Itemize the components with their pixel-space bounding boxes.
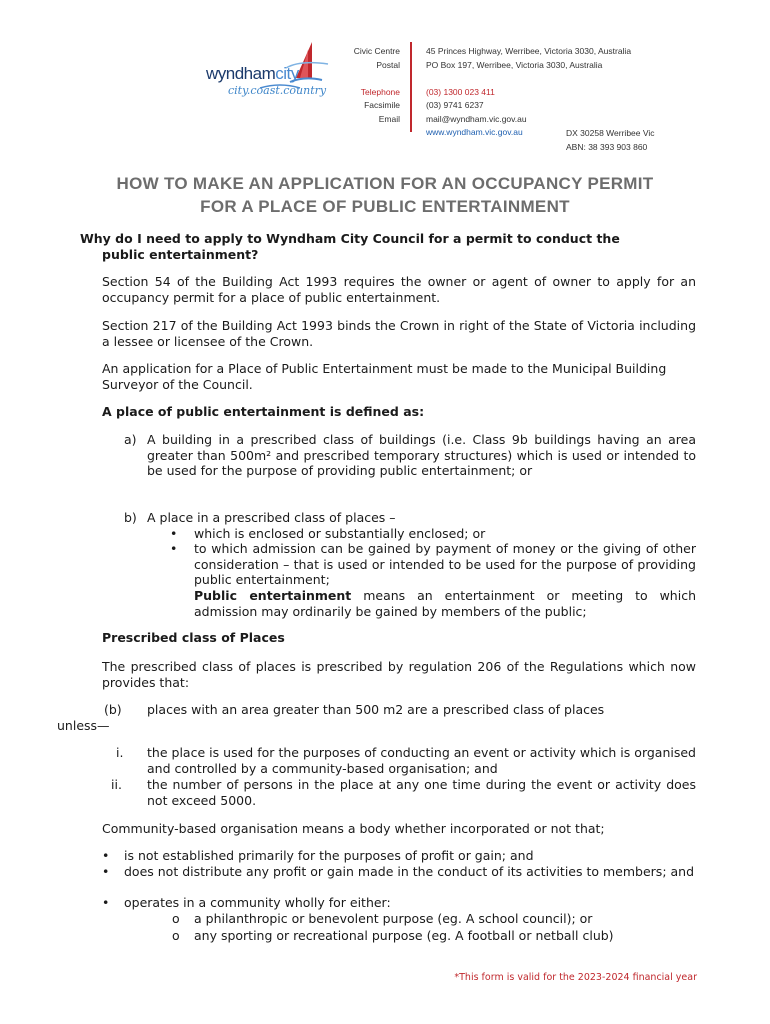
label-civic-centre: Civic Centre	[353, 46, 400, 56]
bullet-icon: •	[102, 895, 110, 910]
item-b-marker: b)	[124, 510, 137, 525]
clause-b-text: places with an area greater than 500 m2 are a prescribed class of places	[147, 702, 605, 717]
label-telephone: Telephone	[360, 86, 400, 97]
bullet-icon: •	[102, 864, 110, 879]
paragraph-application: An application for a Place of Public Entertainment must be made to the Municipal Building Surveyor of the Council.	[102, 361, 667, 392]
bullet-icon: •	[170, 526, 178, 541]
abn-number: ABN: 38 393 903 860	[566, 141, 648, 152]
paragraph-section-217: Section 217 of the Building Act 1993 binds the Crown in right of the State of Victoria including a lessee or licensee of the Crown.	[102, 318, 696, 349]
email-address[interactable]: mail@wyndham.vic.gov.au	[426, 113, 527, 124]
postal-address: PO Box 197, Werribee, Victoria 3030, Australia	[426, 59, 603, 70]
clause-b-marker: (b)	[104, 702, 122, 717]
bullet-icon: •	[170, 541, 178, 556]
civic-centre-address: 45 Princes Highway, Werribee, Victoria 3030, Australia	[426, 46, 632, 56]
circle-bullet-icon: o	[172, 911, 180, 926]
bullet-icon: •	[102, 848, 110, 863]
item-b-bullet-1: which is enclosed or substantially enclosed; or	[194, 526, 486, 541]
roman-i-text: the place is used for the purposes of conducting an event or activity which is organised and controlled by a community-based organisation; and	[147, 745, 696, 776]
contact-labels	[330, 45, 400, 126]
item-b-bullet-2: to which admission can be gained by payment of money or the giving of other consideration – that is used or intended to be used for the purpose of providing public entertainment;	[194, 541, 696, 587]
community-bullet-3: operates in a community wholly for either:	[124, 895, 391, 910]
defined-heading: A place of public entertainment is defined as:	[102, 404, 425, 419]
public-entertainment-term: Public entertainment	[194, 588, 352, 603]
label-facsimile: Facsimile	[364, 100, 400, 110]
paragraph-section-54: Section 54 of the Building Act 1993 requires the owner or agent of owner to apply for an occupancy permit for a place of public entertainment.	[102, 274, 696, 305]
item-a-text: A building in a prescribed class of buildings (i.e. Class 9b buildings having an area greater than 500m² and prescribed temporary structures) which is used or intended to be used for the purpose of providing public entertainment; or	[147, 432, 696, 478]
community-sub-2: any sporting or recreational purpose (eg. A football or netball club)	[194, 928, 614, 943]
roman-ii-marker: ii.	[111, 777, 122, 792]
footer-validity-note: *This form is valid for the 2023-2024 financial year	[454, 972, 697, 983]
prescribed-heading: Prescribed class of Places	[102, 630, 285, 645]
item-b-text: A place in a prescribed class of places –	[147, 510, 396, 525]
page-title: HOW TO MAKE AN APPLICATION FOR AN OCCUPANCY PERMIT FOR A PLACE OF PUBLIC ENTERTAINMENT	[116, 174, 654, 216]
community-paragraph: Community-based organisation means a body whether incorporated or not that;	[102, 821, 605, 836]
dx-number: DX 30258 Werribee Vic	[566, 128, 655, 138]
community-bullet-2: does not distribute any profit or gain made in the conduct of its activities to members; and	[124, 864, 695, 879]
roman-ii-text: the number of persons in the place at any one time during the event or activity does not exceed 5000.	[147, 777, 696, 808]
dx-abn	[566, 127, 655, 154]
label-email: Email	[378, 113, 400, 124]
label-postal: Postal	[376, 59, 400, 70]
logo-wordmark: wyndhamcity	[206, 64, 299, 83]
telephone-number: (03) 1300 023 411	[426, 86, 495, 97]
wyndham-city-logo	[200, 38, 330, 108]
roman-i-marker: i.	[116, 745, 124, 760]
community-sub-1: a philanthropic or benevolent purpose (eg. A school council); or	[194, 911, 593, 926]
contact-values	[426, 45, 631, 140]
item-a-marker: a)	[124, 432, 137, 447]
facsimile-number: (03) 9741 6237	[426, 100, 484, 110]
clause-b-unless: unless—	[57, 718, 110, 733]
question-heading: Why do I need to apply to Wyndham City Council for a permit to conduct the public entertainment?	[80, 231, 620, 262]
circle-bullet-icon: o	[172, 928, 180, 943]
website-link[interactable]: www.wyndham.vic.gov.au	[426, 127, 523, 137]
header-divider	[410, 42, 412, 132]
regulation-paragraph: The prescribed class of places is prescribed by regulation 206 of the Regulations which now provides that:	[102, 659, 696, 690]
community-bullet-1: is not established primarily for the purposes of profit or gain; and	[124, 848, 534, 863]
logo-tagline: city.coast.country	[228, 84, 327, 97]
public-entertainment-definition: Public entertainment means an entertainment or meeting to which admission may ordinarily be gained by members of the public;	[194, 588, 696, 619]
